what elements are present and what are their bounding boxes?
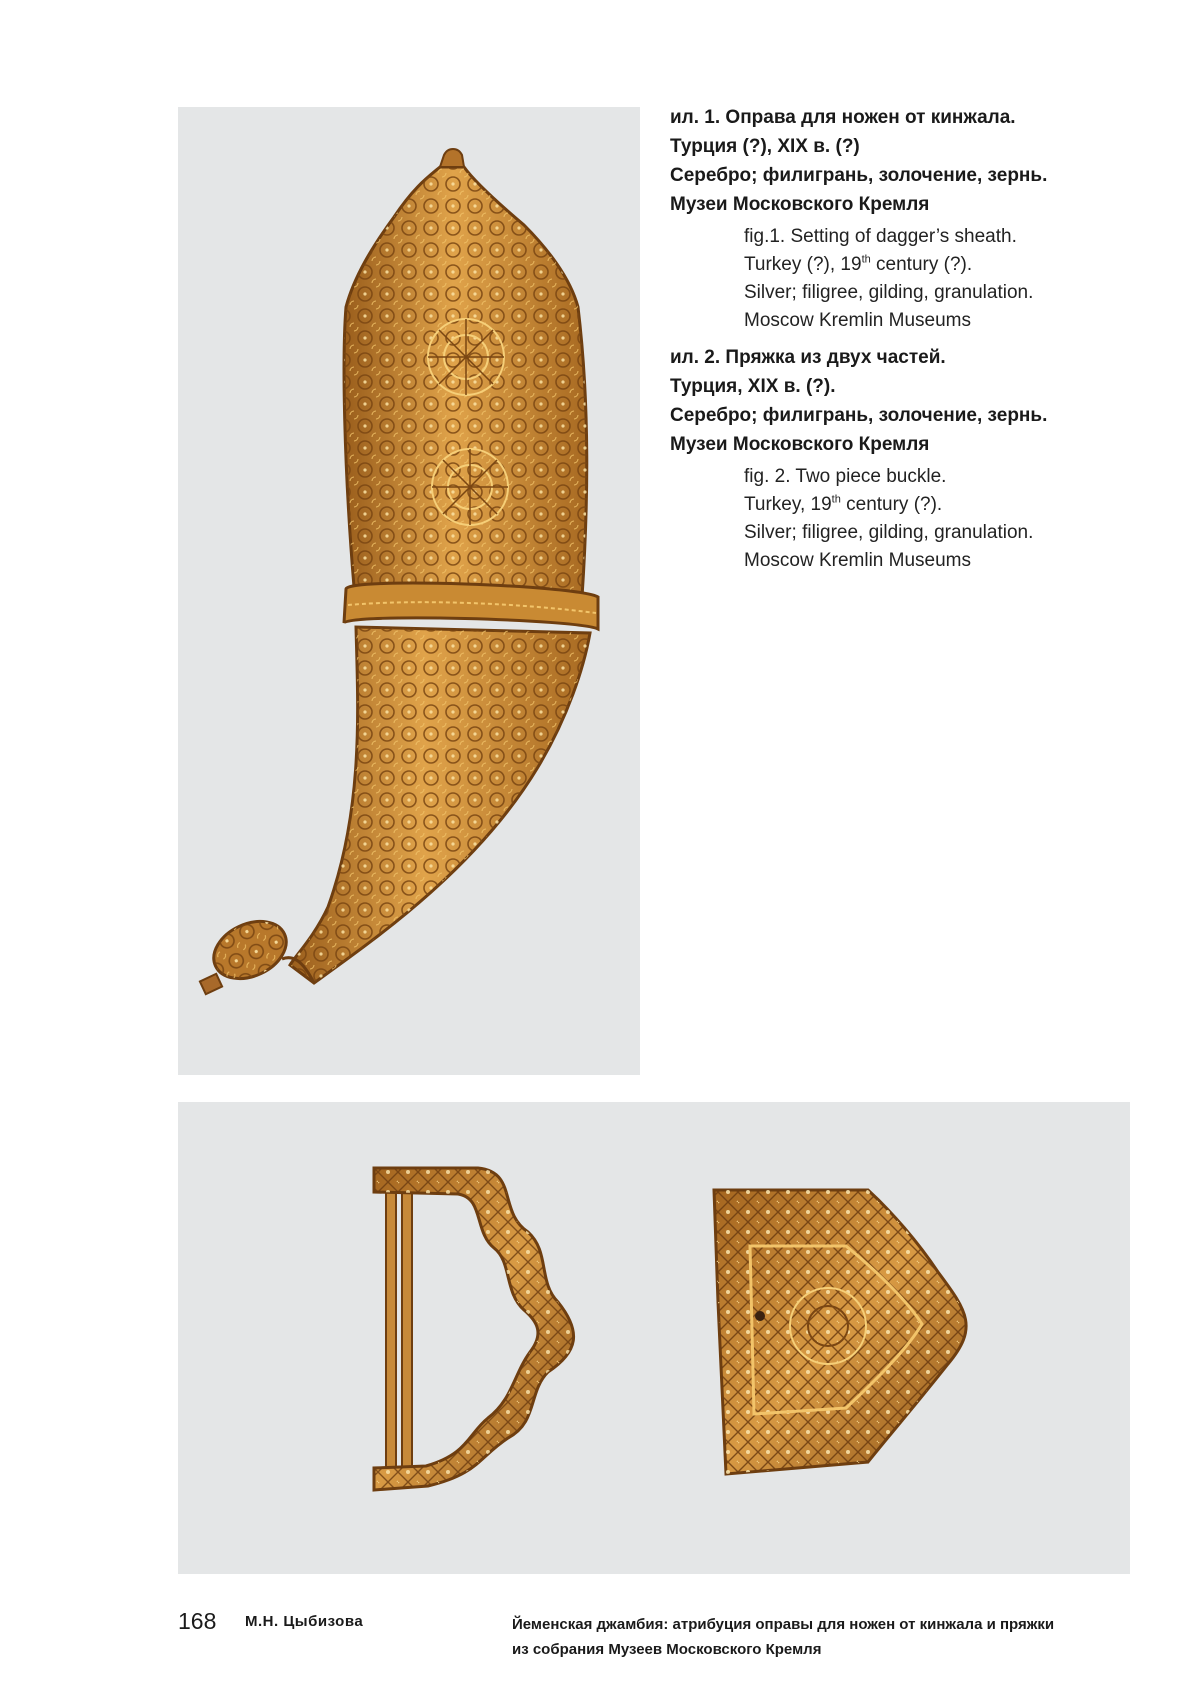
fig1-title-ru: ил. 1. Оправа для ножен от кинжала. [670, 107, 1016, 128]
fig2-material-en: Silver; filigree, gilding, granulation. [744, 522, 1034, 543]
fig1-title-en: fig.1. Setting of dagger’s sheath. [744, 226, 1017, 247]
fig1-material-en: Silver; filigree, gilding, granulation. [744, 282, 1034, 303]
dagger-sheath-illustration [178, 107, 640, 1075]
fig2-collection-ru: Музеи Московского Кремля [670, 434, 930, 455]
fig2-origin-ru: Турция, XIX в. (?). [670, 376, 836, 397]
fig1-caption-en [744, 223, 1150, 335]
page-footer [0, 1608, 1200, 1668]
dagger-sheath-photo [178, 107, 640, 1075]
fig1-collection-ru: Музеи Московского Кремля [670, 194, 930, 215]
fig2-caption-en [744, 463, 1150, 575]
fig1-material-ru: Серебро; филигрань, золочение, зернь. [670, 165, 1048, 186]
buckle-illustration [178, 1102, 1130, 1574]
running-title-line1: Йеменская джамбия: атрибуция оправы для ножен от кинжала и пряжки [512, 1616, 1055, 1633]
fig1-origin-en [744, 251, 1150, 279]
fig2-origin-en-post: century (?). [840, 494, 943, 515]
buckle-photo [178, 1102, 1130, 1574]
fig1-collection-en: Moscow Kremlin Museums [744, 310, 971, 331]
running-title-line2: из собрания Музеев Московского Кремля [512, 1641, 822, 1658]
fig2-origin-en [744, 491, 1150, 519]
fig2-material-ru: Серебро; филигрань, золочение, зернь. [670, 405, 1048, 426]
running-title [512, 1612, 1132, 1662]
running-author: М.Н. Цыбизова [245, 1613, 364, 1630]
fig1-origin-en-pre: Turkey (?), 19 [744, 254, 862, 275]
fig1-origin-en-post: century (?). [870, 254, 973, 275]
fig2-origin-en-sup: th [831, 493, 841, 506]
fig1-origin-en-sup: th [861, 253, 871, 266]
captions [670, 103, 1150, 583]
fig2-caption-ru [670, 343, 1150, 459]
fig2-origin-en-pre: Turkey, 19 [744, 494, 832, 515]
fig1-origin-ru: Турция (?), XIX в. (?) [670, 136, 860, 157]
fig2-title-en: fig. 2. Two piece buckle. [744, 466, 947, 487]
fig2-title-ru: ил. 2. Пряжка из двух частей. [670, 347, 946, 368]
fig2-collection-en: Moscow Kremlin Museums [744, 550, 971, 571]
fig1-caption-ru [670, 103, 1150, 219]
page-number: 168 [178, 1608, 217, 1634]
